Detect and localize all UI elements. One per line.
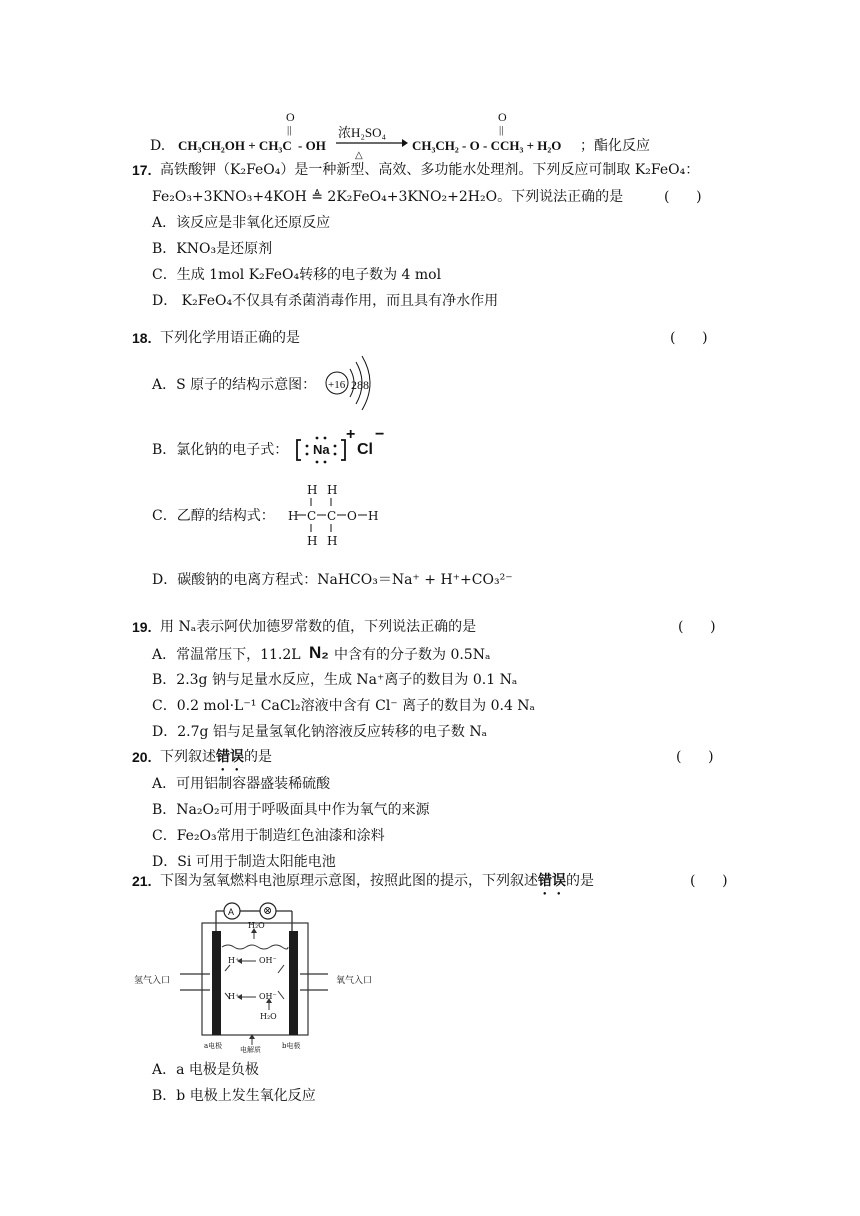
question-stem: 下图为氢氧燃料电池原理示意图，按照此图的提示，下列叙述错误的是 [160,873,594,889]
option-d: D．碳酸钠的电离方程式：NaHCO₃＝Na⁺ + H⁺+CO₃²⁻ [152,572,513,588]
atom-h: H [327,534,338,548]
atom-h: H [327,483,338,497]
electrode-b-label: b电极 [282,1042,301,1050]
option-a: A．常温常压下，11.2L [152,647,301,663]
answer-blank[interactable]: ( ) [664,189,702,205]
oh-minus-label: OH⁻ [259,956,277,965]
option-a-tail: 中含有的分子数为 0.5Nₐ [334,647,491,663]
question-stem: 用 Nₐ表示阿伏加德罗常数的值，下列说法正确的是 [160,619,477,635]
option-b: B．b 电极上发生氧化反应 [152,1088,316,1104]
oh-minus-label: OH⁻ [259,992,277,1001]
question-stem: Fe₂O₃+3KNO₃+4KOH ≜ 2K₂FeO₄+3KNO₂+2H₂O。下列说法正确的是 [152,189,624,205]
option-d: D．2.7g 铝与足量氢氧化钠溶液反应转移的电子数 Nₐ [152,724,488,740]
product: CH₃CH₂ - O - CCH₃ + H₂O [412,138,562,153]
sodium-symbol: Na [313,442,330,457]
hydrogen-inlet-label: 氢气入口 [134,976,171,986]
bulb-icon: ⊗ [263,904,273,917]
option-d: D．Si 可用于制造太阳能电池 [152,854,336,870]
answer-blank[interactable]: ( ) [676,749,714,765]
reaction-arrow-icon [336,137,408,149]
atom-c: C [307,509,317,523]
option-c: C．生成 1mol K₂FeO₄转移的电子数为 4 mol [152,267,442,283]
answer-blank[interactable]: ( ) [670,330,708,346]
question-stem: 下列化学用语正确的是 [160,330,300,346]
emphasis-word: 错误 [538,873,566,889]
option-c: C．Fe₂O₃常用于制造红色油漆和涂料 [152,828,385,844]
option-a: A．a 电极是负极 [152,1062,259,1078]
atom-c: C [327,509,337,523]
emphasis-word: 错误 [216,749,244,765]
question-number: 21. [132,873,152,889]
question-stem: 下列叙述错误的是 [160,749,272,765]
question-number: 18. [132,330,152,346]
charge-minus: − [375,426,385,443]
question-number: 19. [132,619,152,635]
option-c: C．乙醇的结构式： [152,508,275,524]
reaction-type: ；酯化反应 [580,138,650,154]
option-label: D. [150,138,166,154]
atom-shells: 288 [351,378,369,392]
ammeter-icon: A [228,907,235,917]
oxygen-inlet-label: 氧气入口 [336,976,373,986]
option-b: B．Na₂O₂可用于呼吸面具中作为氧气的来源 [152,802,430,818]
carbonyl-oxygen: O [498,110,507,124]
option-b: B．KNO₃是还原剂 [152,241,273,257]
option-a: A．该反应是非氧化还原反应 [152,215,331,231]
atom-o: O [347,509,357,523]
charge-plus: + [346,426,356,443]
option-b: B．2.3g 钠与足量水反应，生成 Na⁺离子的数目为 0.1 Nₐ [152,672,518,688]
catalyst-label: 浓H₂SO₄ [338,125,387,140]
atom-h: H [307,483,318,497]
option-d: D． K₂FeO₄不仅具有杀菌消毒作用，而且具有净水作用 [152,293,499,309]
atom-nucleus: +16 [328,379,346,391]
electrode-a-label: a电极 [204,1042,223,1050]
atom-h: H [307,534,318,548]
option-c: C．0.2 mol·L⁻¹ CaCl₂溶液中含有 Cl⁻ 离子的数目为 0.4 Nₐ [152,698,535,714]
fuel-cell-diagram [132,893,412,1053]
heat-symbol: △ [355,150,363,161]
h-plus-label: H⁺ [228,956,240,965]
carbonyl-oxygen: O [286,110,295,124]
question-stem: 高铁酸钾（K₂FeO₄）是一种新型、高效、多功能水处理剂。下列反应可制取 K₂FeO₄： [160,162,700,178]
option-a: A．S 原子的结构示意图： [152,377,317,393]
chlorine-symbol: Cl [357,441,373,458]
question-number: 20. [132,749,152,765]
double-bond-mark: || [499,124,504,136]
n2-formula: N₂ [309,643,329,662]
atom-h: H [368,509,379,523]
answer-blank[interactable]: ( ) [690,873,728,889]
electrolyte-label: 电解质 [240,1046,261,1054]
atom-h: H [288,509,299,523]
option-a: A．可用铝制容器盛装稀硫酸 [152,776,331,792]
double-bond-mark: || [287,124,292,136]
option-b: B．氯化钠的电子式： [152,442,289,458]
answer-blank[interactable]: ( ) [678,619,716,635]
question-number: 17. [132,162,152,178]
h2o-top-label: H₂O [248,921,265,930]
reactant-left: CH₃CH₂OH + CH₃C [178,138,292,153]
hydroxyl: - OH [298,138,326,153]
h-plus-label: H⁺ [228,992,240,1001]
h2o-bottom-label: H₂O [260,1012,277,1021]
bond-lines [284,494,384,538]
